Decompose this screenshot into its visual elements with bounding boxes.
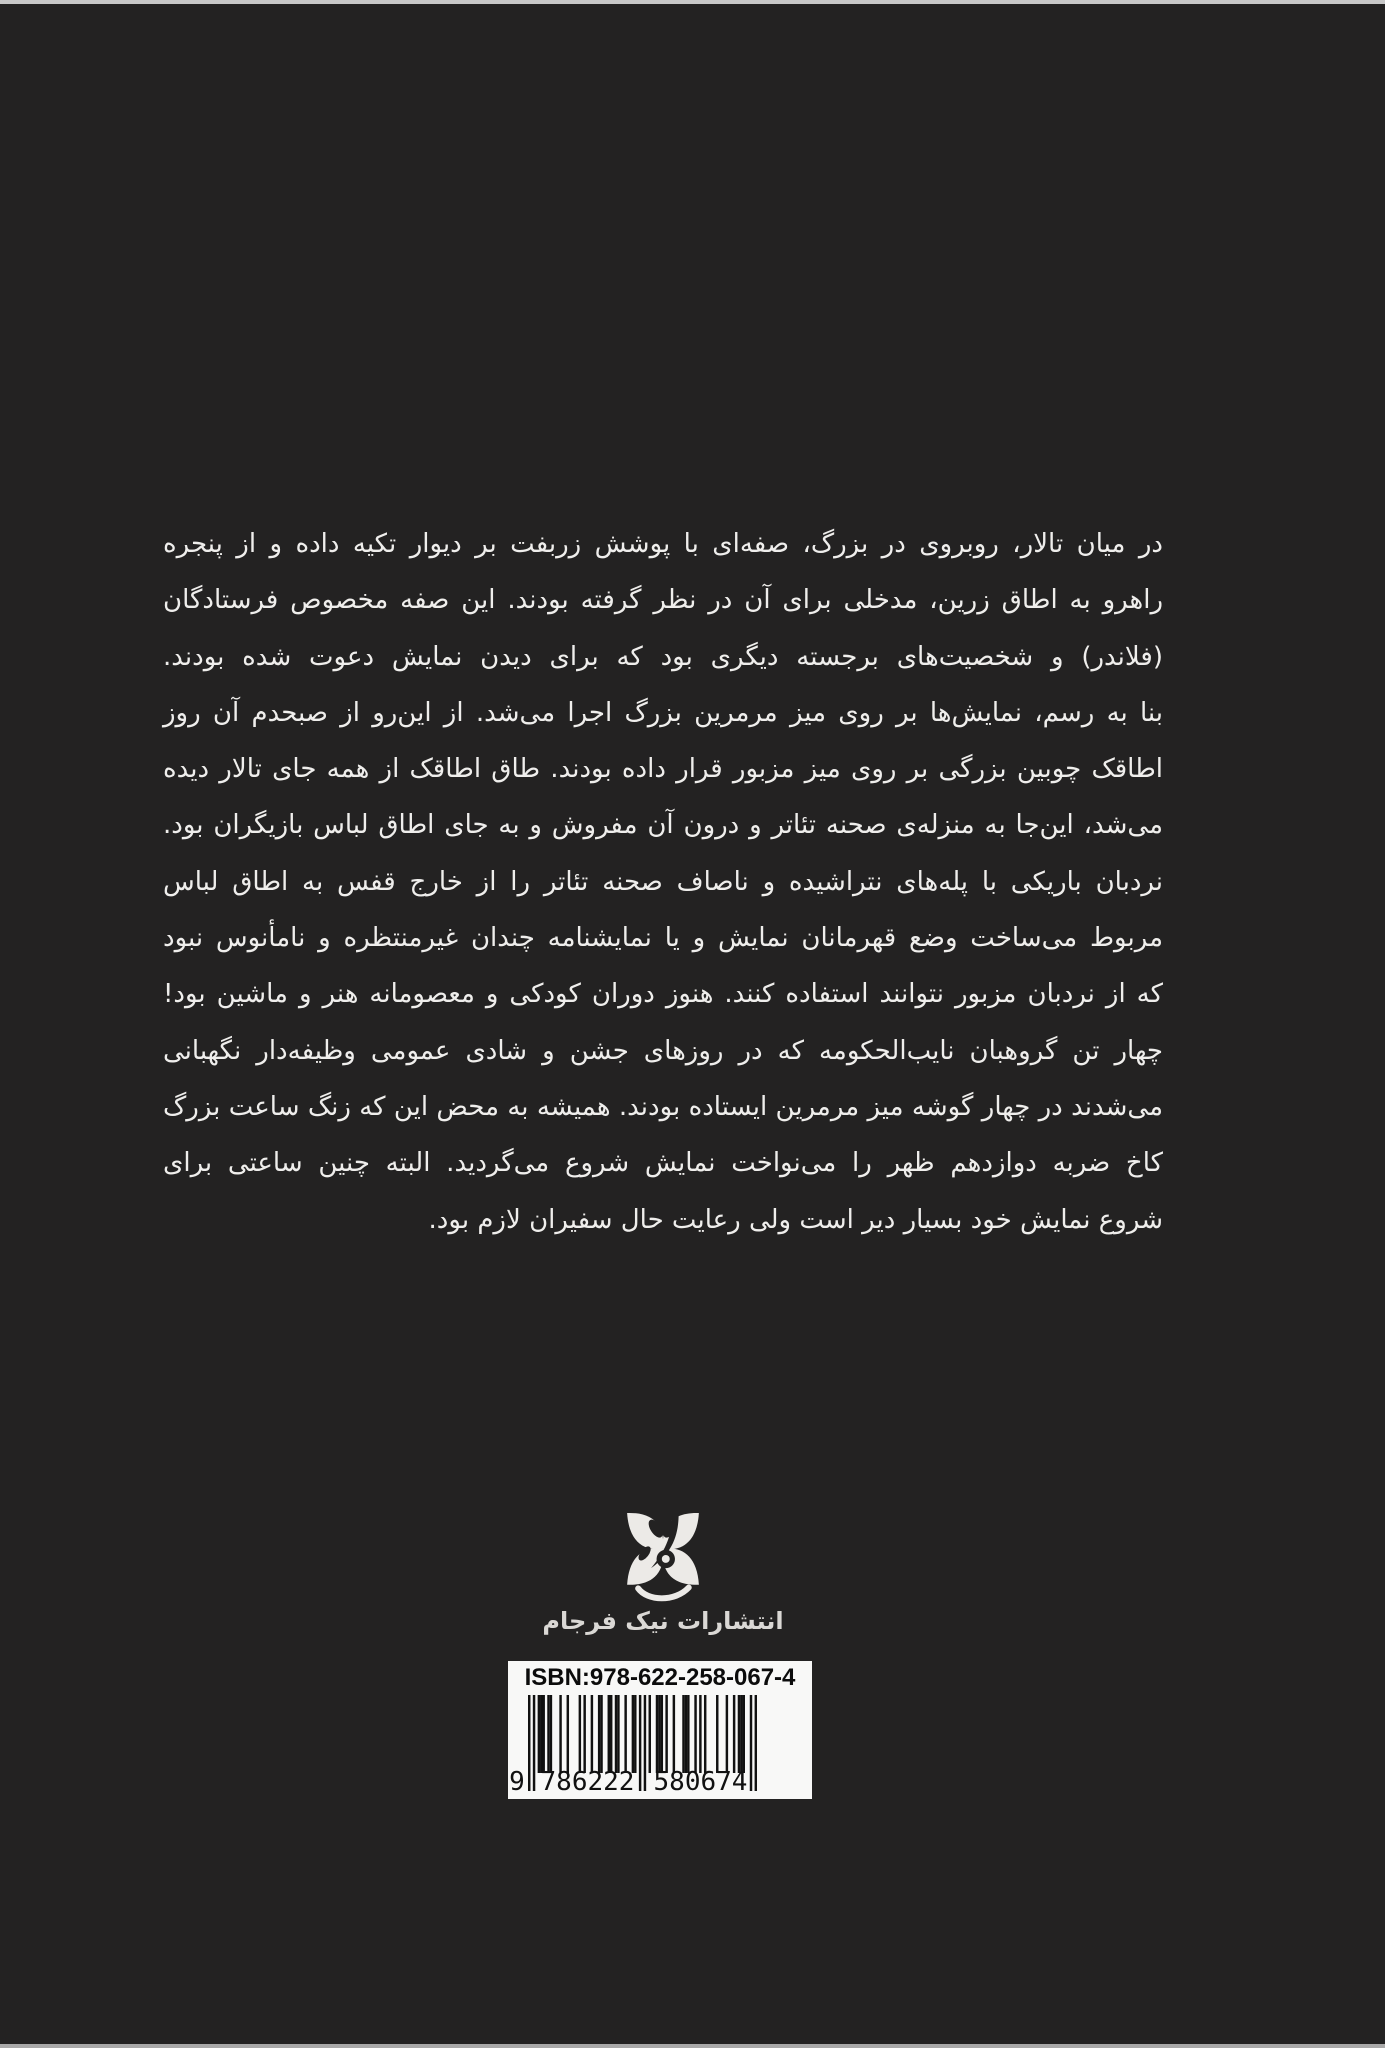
paragraph-line: (فلاندر) و شخصیت‌های برجسته دیگری بود که برای دیدن نمایش دعوت شده بودند. xyxy=(163,641,1163,672)
paragraph-line: می‌شد، این‌جا به منزله‌ی صحنه تئاتر و درون آن مفروش و به جای اطاق لباس بازیگران بود. xyxy=(163,810,1163,841)
paragraph-line: مربوط می‌ساخت وضع قهرمانان نمایش و یا نمایشنامه چندان غیرمنتظره و نامأنوس نبود xyxy=(163,923,1163,954)
publisher-name: انتشارات نیک فرجام xyxy=(542,1607,784,1635)
paragraph-line: کاخ ضربه دوازدهم ظهر را می‌نواخت نمایش شروع می‌گردید. البته چنین ساعتی برای xyxy=(163,1148,1163,1179)
barcode-digit-group2: 580674 xyxy=(653,1767,748,1797)
paragraph-line: که از نردبان مزبور نتوانند استفاده کنند. هنوز دوران کودکی و معصومانه هنر و ماشین بود! xyxy=(163,979,1163,1010)
publisher-block xyxy=(163,1501,1163,1635)
paragraph-line: در میان تالار، روبروی در بزرگ، صفه‌ای با پوشش زربفت بر دیوار تکیه داده و از پنجره xyxy=(163,529,1163,559)
paragraph-line: چهار تن گروهبان نایب‌الحکومه که در روزهای جشن و شادی عمومی وظیفه‌دار نگهبانی xyxy=(163,1035,1163,1066)
paragraph-line: می‌شدند در چهار گوشه میز مرمرین ایستاده بودند. همیشه به محض این که زنگ ساعت بزرگ xyxy=(163,1091,1163,1122)
paragraph-line: اطاقک چوبین بزرگی بر روی میز مزبور قرار داده بودند. طاق اطاقک از همه جای تالار دیده xyxy=(163,754,1163,785)
paragraph xyxy=(163,516,1163,1248)
isbn-barcode-box xyxy=(508,1661,812,1799)
scan-edge-bottom xyxy=(0,2044,1385,2048)
paragraph-line: بنا به رسم، نمایش‌ها بر روی میز مرمرین بزرگ اجرا می‌شد. از این‌رو از صبحدم آن روز xyxy=(163,697,1163,728)
publisher-logo-flower-icon xyxy=(617,1501,709,1605)
isbn-label: ISBN:978-622-258-067-4 xyxy=(524,1664,796,1691)
barcode-digit-leading: 9 xyxy=(509,1767,525,1797)
paragraph-line: شروع نمایش خود بسیار دیر است ولی رعایت حال سفیران لازم بود. xyxy=(428,1204,1163,1235)
barcode-digit-group1: 786222 xyxy=(540,1767,635,1797)
scan-edge-top xyxy=(0,0,1385,4)
paragraph-line: راهرو به اطاق زرین، مدخلی برای آن در نظر گرفته بودند. این صفه مخصوص فرستادگان xyxy=(163,585,1163,616)
paragraph-line: نردبان باریکی با پله‌های نتراشیده و ناصاف صحنه تئاتر را از خارج قفس به اطاق لباس xyxy=(163,866,1163,897)
